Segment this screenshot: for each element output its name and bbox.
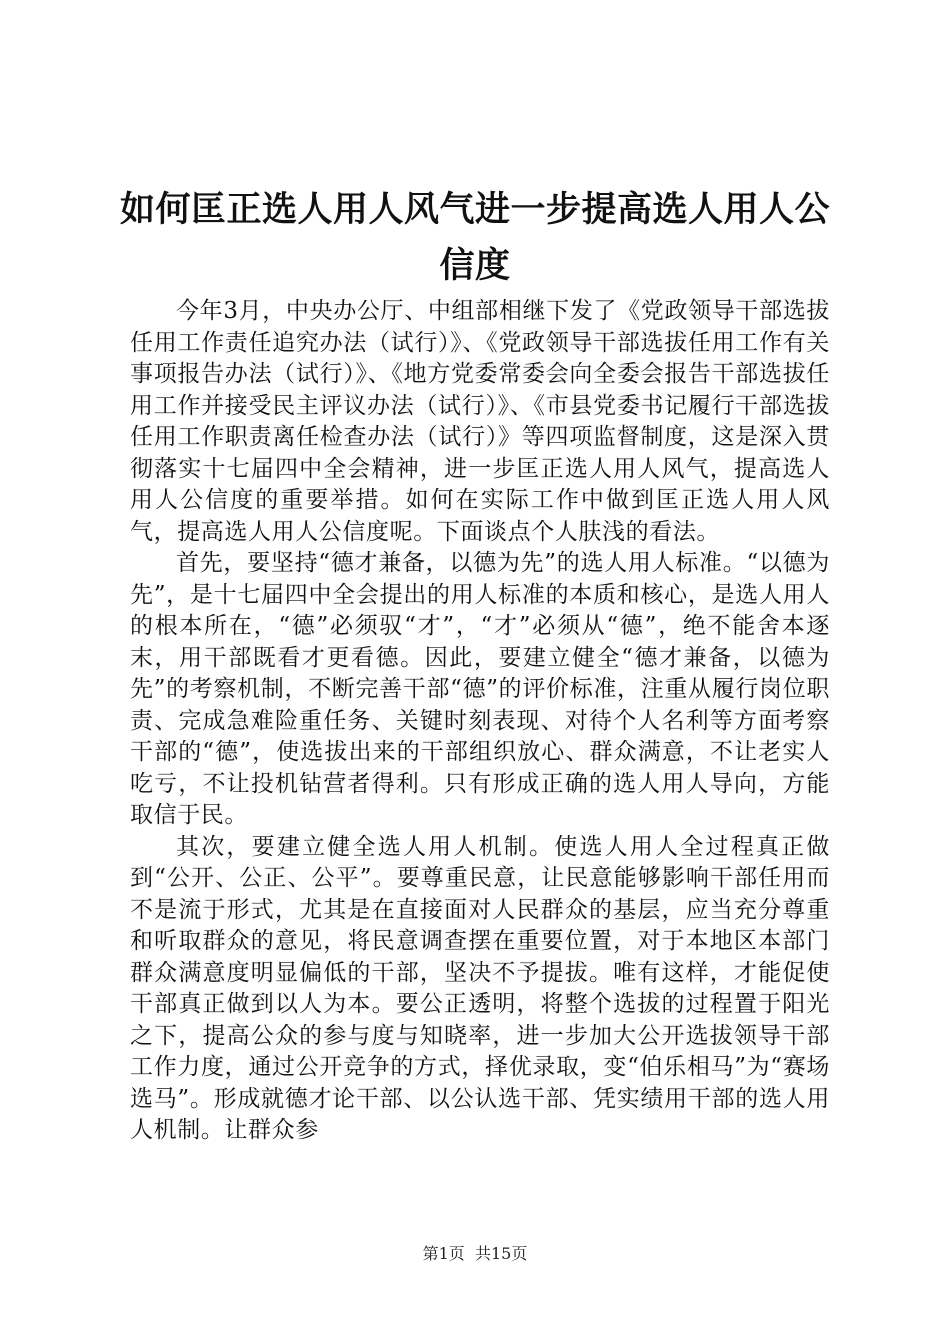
paragraph-second-point: 其次，要建立健全选人用人机制。使选人用人全过程真正做到“公开、公正、公平”。要尊重民意，让民意能够影响干部任用而不是流于形式，尤其是在直接面对人民群众的基层，应当充分尊重和听取群众的意见，将民意调查摆在重要位置，对于本地区本部门群众满意度明显偏低的干部，坚决不予提拔。唯有这样，才能促使干部真正做到以人为本。要公正透明，将整个选拔的过程置于阳光之下，提高公众的参与度与知晓率，进一步加大公开选拔领导干部工作力度，通过公开竞争的方式，择优录取，变“伯乐相马”为“赛场选马”。形成就德才论干部、以公认选干部、凭实绩用干部的选人用人机制。让群众参 [130, 833, 830, 1143]
page-footer [0, 1244, 950, 1264]
document-title: 如何匡正选人用人风气进一步提高选人用人公信度 [119, 189, 830, 286]
page-total: 共15页 [474, 1244, 528, 1263]
paragraph-intro: 今年3月，中央办公厅、中组部相继下发了《党政领导干部选拔任用工作责任追究办法（试行）》、《党政领导干部选拔任用工作有关事项报告办法（试行）》、《地方党委常委会向全委会报告干部选拔任用工作并接受民主评议办法（试行）》、《市县党委书记履行干部选拔任用工作职责离任检查办法（试行）》等四项监督制度，这是深入贯彻落实十七届四中全会精神，进一步匡正选人用人风气，提高选人用人公信度的重要举措。如何在实际工作中做到匡正选人用人风气，提高选人用人公信度呢。下面谈点个人肤浅的看法。 [130, 298, 830, 545]
document-body [130, 296, 830, 1147]
paragraph-first-point: 首先，要坚持“德才兼备，以德为先”的选人用人标准。“以德为先”，是十七届四中全会提出的用人标准的本质和核心，是选人用人的根本所在，“德”必须驭“才”，“才”必须从“德”，绝不能舍本逐末，用干部既看才更看德。因此，要建立健全“德才兼备，以德为先”的考察机制，不断完善干部“德”的评价标准，注重从履行岗位职责、完成急难险重任务、关键时刻表现、对待个人名利等方面考察干部的“德”，使选拔出来的干部组织放心、群众满意，不让老实人吃亏，不让投机钻营者得利。只有形成正确的选人用人导向，方能取信于民。 [130, 550, 830, 828]
page-number: 第1页 [422, 1244, 465, 1263]
